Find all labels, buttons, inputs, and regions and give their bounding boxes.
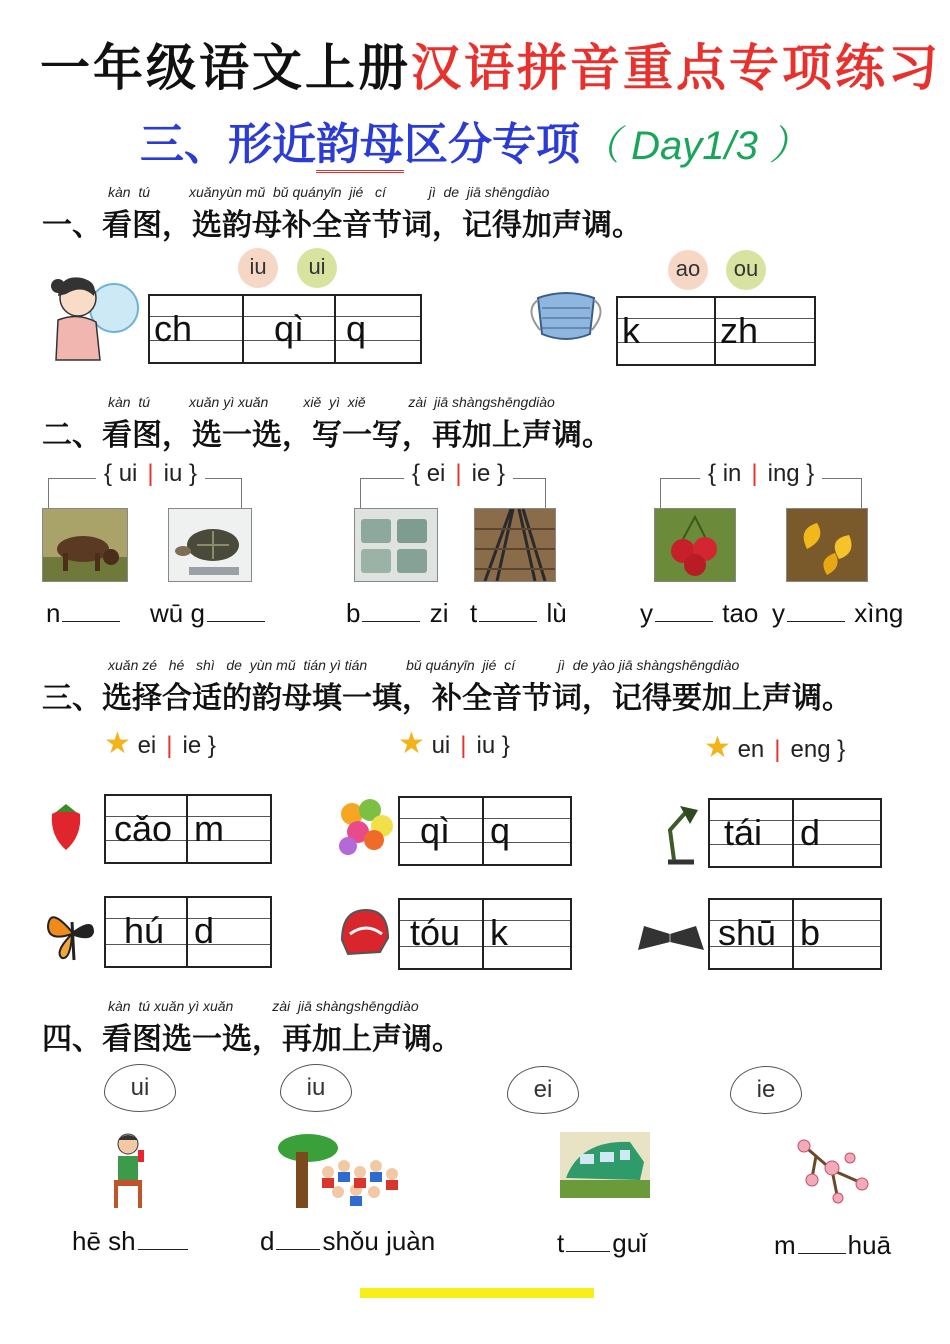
option-leaf: ui	[104, 1064, 176, 1112]
fill-word	[260, 1226, 435, 1257]
word-prefix: b	[346, 598, 361, 628]
child-drinking-water-illustration	[100, 1130, 160, 1210]
word-prefix: y	[640, 598, 653, 628]
option-chip: { in | ing }	[700, 460, 822, 488]
option-label: ie	[182, 732, 202, 759]
option-leaf: ei	[507, 1066, 579, 1114]
option-label: ui	[431, 732, 451, 759]
grid-syllable: m	[194, 808, 224, 849]
option-chip: { ei | ie }	[404, 460, 513, 488]
fill-word	[346, 598, 448, 629]
blank[interactable]	[362, 621, 420, 622]
grid-syllable: cǎo	[114, 808, 173, 849]
pinyin: cí	[375, 184, 386, 200]
butterfly-illustration	[44, 902, 100, 964]
word-prefix: m	[774, 1230, 796, 1260]
word-prefix: d	[260, 1226, 275, 1256]
blank[interactable]	[62, 621, 120, 622]
ox-photo	[42, 508, 128, 582]
section1-grid-left	[148, 294, 422, 364]
pinyin: diào	[712, 657, 740, 673]
pinyin: shēng	[674, 657, 713, 673]
fill-word	[772, 598, 903, 629]
section1-heading: 一、看图，选韵母补全音节词，记得加声调。	[42, 208, 642, 243]
pinyin: diào	[528, 394, 555, 410]
pinyin: de	[443, 184, 460, 200]
pinyin: diào	[522, 184, 550, 200]
blank[interactable]	[276, 1249, 320, 1250]
grid-syllable: k	[490, 912, 508, 953]
pinyin: tián	[303, 657, 326, 673]
word-suffix: lù	[546, 598, 567, 628]
section1-pinyin	[108, 184, 549, 200]
pinyin: tú	[138, 394, 151, 410]
pinyin: jiā	[434, 394, 449, 410]
section3-grid	[708, 798, 882, 868]
grid-syllable: q	[490, 810, 511, 851]
subtitle-underlined: 韵母	[316, 119, 404, 173]
pinyin: kàn	[108, 394, 131, 410]
option-bubble: iu	[238, 248, 278, 288]
grid-syllable: tái	[724, 812, 763, 853]
fill-word	[557, 1228, 647, 1259]
option-label: iu	[163, 460, 183, 487]
option-label: ing	[767, 460, 800, 487]
pinyin: shì	[195, 657, 215, 673]
pinyin: xuǎn	[188, 394, 220, 410]
word-prefix: hē sh	[72, 1226, 136, 1256]
word-suffix: zi	[429, 598, 449, 628]
pinyin: jié	[349, 184, 364, 200]
section2-pinyin	[108, 394, 555, 410]
pinyin: tú	[138, 184, 151, 200]
blank[interactable]	[138, 1249, 188, 1250]
pinyin: yīn	[456, 657, 475, 673]
word-suffix: huā	[847, 1230, 892, 1260]
word-prefix: t	[470, 598, 478, 628]
pinyin: shēng	[490, 394, 529, 410]
grid-syllable: b	[800, 912, 821, 953]
pinyin: xuǎn	[202, 998, 234, 1014]
subtitle-prefix: 三、形近	[140, 119, 316, 170]
turtle-photo	[168, 508, 252, 582]
section3-pinyin	[108, 657, 739, 673]
blank[interactable]	[479, 621, 537, 622]
pinyin: yào	[592, 657, 615, 673]
option-chip: { ui | iu }	[96, 460, 205, 488]
fill-word	[72, 1226, 190, 1257]
option-leaf: iu	[280, 1064, 352, 1112]
star-icon: ★	[398, 727, 425, 760]
pinyin: mǔ	[245, 184, 266, 200]
pinyin: zài	[272, 998, 291, 1014]
pinyin: cí	[504, 657, 516, 673]
option-label: ei	[137, 732, 157, 759]
option-chip: ★ en | eng }	[704, 731, 846, 764]
train-illustration	[560, 1132, 650, 1198]
pinyin: quán	[292, 184, 324, 200]
option-label: ie	[471, 460, 491, 487]
pinyin: xuǎn	[237, 394, 269, 410]
fill-word	[470, 598, 567, 629]
balloons-illustration	[336, 796, 396, 862]
word-prefix: wū g	[150, 598, 205, 628]
pinyin: zé	[142, 657, 158, 673]
helmet-illustration	[336, 904, 392, 960]
pinyin: bǔ	[406, 657, 422, 673]
grid-syllable: tóu	[410, 912, 461, 953]
pinyin: bǔ	[273, 184, 289, 200]
word-suffix: tao	[722, 598, 759, 628]
blank[interactable]	[566, 1251, 610, 1252]
subtitle-suffix: 区分专项	[404, 119, 580, 170]
grid-syllable: qì	[274, 308, 305, 349]
highlight-bar	[360, 1288, 594, 1298]
word-suffix: xìng	[854, 598, 904, 628]
grid-syllable: ch	[154, 308, 193, 349]
blank[interactable]	[787, 621, 845, 622]
children-reading-tree-illustration	[278, 1130, 408, 1210]
cups-photo	[354, 508, 438, 582]
title-red-part: 汉语拼音重点专项练习	[411, 38, 941, 97]
pinyin: shēng	[353, 998, 393, 1014]
option-label: ui	[118, 460, 138, 487]
pinyin: yì	[188, 998, 200, 1014]
pinyin: xiě	[347, 394, 366, 410]
section2-heading: 二、看图，选一选，写一写，再加上声调。	[42, 418, 612, 453]
pinyin: shàng	[315, 998, 354, 1014]
desk-lamp-illustration	[660, 800, 702, 866]
pinyin: xuǎn	[153, 998, 185, 1014]
pinyin: tú	[138, 998, 151, 1014]
pinyin: yì	[223, 394, 235, 410]
pinyin: yùn	[219, 184, 242, 200]
option-bubble: ui	[297, 248, 337, 288]
worksheet-title	[40, 28, 941, 100]
pinyin: mǔ	[276, 657, 296, 673]
pinyin: shàng	[636, 657, 675, 673]
pinyin: diào	[392, 998, 419, 1014]
word-suffix: guǐ	[612, 1228, 647, 1258]
pinyin: yì	[329, 394, 340, 410]
plum-blossom-illustration	[792, 1134, 872, 1204]
section3-grid	[708, 898, 882, 970]
word-prefix: y	[772, 598, 785, 628]
pinyin: tián	[344, 657, 368, 673]
grid-syllable: zh	[720, 310, 759, 351]
star-icon: ★	[704, 731, 731, 764]
option-label: ei	[426, 460, 446, 487]
pinyin: jiā	[297, 998, 312, 1014]
option-label: en	[737, 736, 765, 763]
section3-grid	[398, 796, 572, 866]
section3-heading: 三、选择合适的韵母填一填，补全音节词，记得要加上声调。	[42, 681, 852, 716]
open-book-illustration	[636, 920, 706, 954]
grid-syllable: d	[194, 910, 215, 951]
pinyin: jiā	[466, 184, 481, 200]
cherries-photo	[654, 508, 736, 582]
word-prefix: t	[557, 1228, 565, 1258]
section4-heading: 四、看图选一选，再加上声调。	[42, 1022, 462, 1057]
pinyin: de	[572, 657, 589, 673]
option-bubble: ou	[726, 250, 766, 290]
blank[interactable]	[798, 1253, 846, 1254]
section3-grid	[104, 794, 272, 864]
section1-grid-right	[616, 296, 816, 366]
fill-word	[150, 598, 267, 629]
section4-pinyin	[108, 998, 419, 1014]
option-label: iu	[476, 732, 496, 759]
grid-syllable: qì	[420, 810, 451, 851]
pinyin: jì	[557, 657, 565, 673]
pinyin: xuǎn	[188, 184, 220, 200]
pinyin: jì	[428, 184, 436, 200]
ginkgo-leaves-photo	[786, 508, 868, 582]
girl-balloon-illustration	[42, 268, 142, 364]
option-label: in	[722, 460, 742, 487]
pinyin: de	[226, 657, 242, 673]
option-label: eng	[790, 736, 831, 763]
option-chip: ★ ei | ie }	[104, 727, 216, 760]
pinyin: jié	[482, 657, 497, 673]
blank[interactable]	[655, 621, 713, 622]
pinyin: zài	[408, 394, 427, 410]
pinyin: xuǎn	[108, 657, 139, 673]
grid-syllable: shū	[718, 912, 777, 953]
star-icon: ★	[104, 727, 131, 760]
railway-photo	[474, 508, 556, 582]
grid-syllable: q	[346, 308, 367, 349]
subtitle-day: （ Day1/3 ）	[580, 124, 809, 168]
pinyin: yīn	[323, 184, 342, 200]
strawberry-illustration	[46, 800, 86, 852]
option-leaf: ie	[730, 1066, 802, 1114]
pinyin: quán	[425, 657, 457, 673]
section3-grid	[104, 896, 272, 968]
blank[interactable]	[207, 621, 265, 622]
pinyin: kàn	[108, 998, 131, 1014]
pinyin: hé	[168, 657, 185, 673]
pinyin: shàng	[452, 394, 491, 410]
pinyin: jiā	[618, 657, 633, 673]
fill-word	[46, 598, 122, 629]
option-chip: ★ ui | iu }	[398, 727, 510, 760]
word-suffix: shǒu juàn	[322, 1226, 436, 1256]
pinyin: yì	[329, 657, 341, 673]
option-bubble: ao	[668, 250, 708, 290]
fill-word	[640, 598, 758, 629]
grid-syllable: k	[622, 310, 640, 351]
pinyin: xiě	[303, 394, 322, 410]
grid-syllable: d	[800, 812, 821, 853]
face-mask-illustration	[524, 286, 608, 348]
pinyin: kàn	[108, 184, 131, 200]
pinyin: yùn	[249, 657, 273, 673]
section3-grid	[398, 898, 572, 970]
word-prefix: n	[46, 598, 61, 628]
pinyin: shēng	[484, 184, 523, 200]
worksheet-subtitle	[140, 108, 809, 172]
fill-word	[774, 1230, 891, 1261]
grid-syllable: hú	[124, 910, 165, 951]
title-black-part: 一年级语文上册	[40, 38, 411, 97]
